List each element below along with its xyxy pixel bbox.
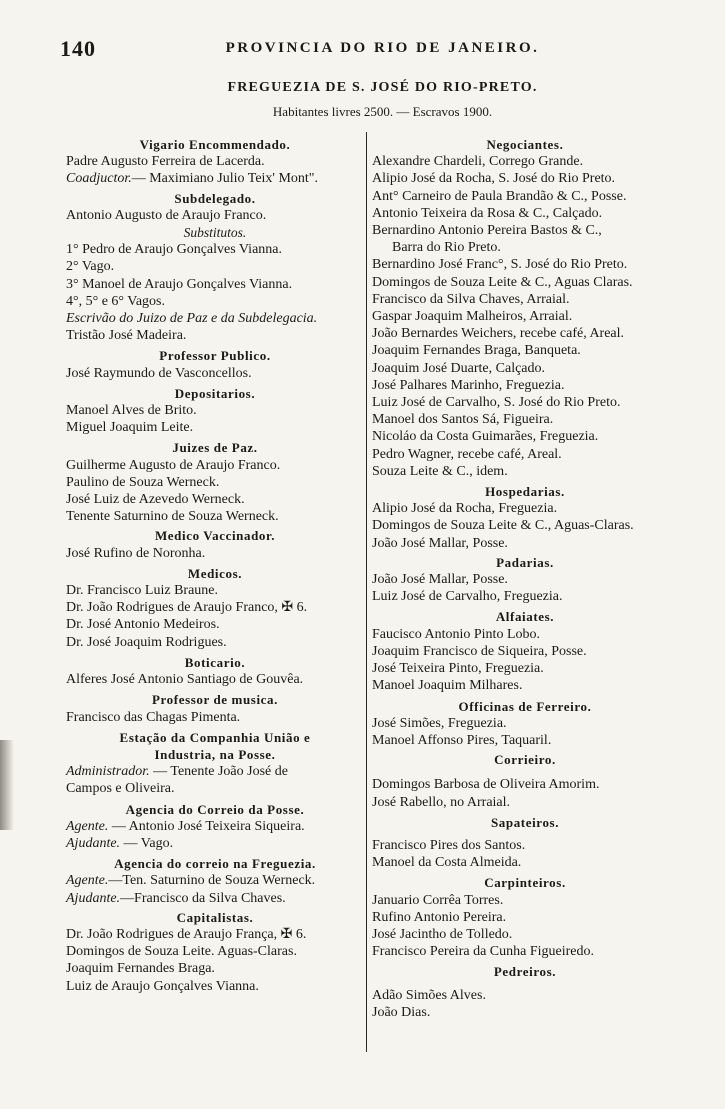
heading-depositarios: Depositarios. bbox=[174, 385, 256, 401]
heading-alfaiates: Alfaiates. bbox=[495, 609, 555, 625]
entry: José Luiz de Azevedo Werneck. bbox=[66, 492, 245, 508]
entry: José Raymundo de Vasconcellos. bbox=[66, 365, 252, 381]
entry: Ant° Carneiro de Paula Brandão & C., Posse. bbox=[372, 188, 627, 204]
heading-vigario: Vigario Encommendado. bbox=[139, 137, 291, 152]
heading-correio-posse: Agencia do Correio da Posse. bbox=[125, 801, 305, 817]
entry: José Rabello, no Arraial. bbox=[372, 794, 511, 810]
entry: Joaquim Francisco de Siqueira, Posse. bbox=[372, 643, 587, 659]
entry-label: Agente. bbox=[66, 873, 109, 889]
entry: Dr. José Antonio Medeiros. bbox=[66, 617, 220, 633]
heading-correeiro: Corrieiro. bbox=[494, 752, 556, 768]
entry: Manoel da Costa Almeida. bbox=[372, 855, 522, 871]
entry: Dr. José Joaquim Rodrigues. bbox=[66, 634, 227, 650]
entry: Francisco das Chagas Pimenta. bbox=[66, 709, 241, 725]
entry: Francisco da Silva Chaves, Arraial. bbox=[372, 291, 570, 307]
heading-padarias: Padarias. bbox=[496, 554, 554, 570]
entry: Alferes José Antonio Santiago de Gouvêa. bbox=[66, 672, 304, 688]
heading-ferreiro: Officinas de Ferreiro. bbox=[458, 698, 592, 714]
entry: Alipio José da Rocha, Freguezia. bbox=[372, 501, 558, 517]
entry bbox=[66, 872, 364, 889]
heading-musica: Professor de musica. bbox=[152, 692, 278, 708]
page-number: 140 bbox=[60, 36, 96, 61]
column-divider bbox=[366, 132, 367, 1052]
entry: Rufino Antonio Pereira. bbox=[372, 909, 507, 925]
entry bbox=[66, 835, 364, 852]
page-edge-shadow bbox=[0, 740, 14, 830]
entry-label: Coadjuctor. bbox=[66, 171, 132, 187]
entry: Alexandre Chardeli, Corrego Grande. bbox=[372, 154, 584, 170]
entry: Dr. João Rodrigues de Araujo Franco, ✠ 6. bbox=[66, 600, 308, 616]
entry: João Bernardes Weichers, recebe café, Areal. bbox=[372, 326, 625, 342]
entry-text: — Tenente João José de bbox=[153, 764, 288, 780]
entry: Nicoláo da Costa Guimarães, Freguezia. bbox=[372, 429, 599, 445]
section-title: FREGUEZIA DE S. JOSÉ DO RIO-PRETO. bbox=[227, 80, 538, 95]
entry: Antonio Teixeira da Rosa & C., Calçado. bbox=[372, 205, 603, 221]
entry: José Palhares Marinho, Freguezia. bbox=[372, 377, 565, 393]
entry-text: —Francisco da Silva Chaves. bbox=[120, 890, 286, 906]
entry-text: — Antonio José Teixeira Siqueira. bbox=[111, 818, 305, 834]
entry: Miguel Joaquim Leite. bbox=[66, 420, 194, 436]
heading-estacao-cont: Industria, na Posse. bbox=[154, 746, 276, 762]
entry-label: Agente. bbox=[66, 818, 109, 834]
entry: Dr. Francisco Luiz Braune. bbox=[66, 583, 219, 599]
heading-correio-freguezia: Agencia do correio na Freguezia. bbox=[114, 856, 316, 872]
entry-label: Ajudante. bbox=[66, 835, 121, 851]
heading-subdelegado: Subdelegado. bbox=[174, 190, 256, 206]
entry: Antonio Augusto de Araujo Franco. bbox=[66, 207, 267, 223]
heading-hospedarias: Hospedarias. bbox=[485, 484, 565, 500]
entry: Bernardino Antonio Pereira Bastos & C., bbox=[372, 223, 602, 239]
population-line: Habitantes livres 2500. — Escravos 1900. bbox=[272, 104, 493, 119]
entry: Bernardino José Franc°, S. José do Rio Preto. bbox=[372, 257, 628, 273]
entry: Domingos de Souza Leite. Aguas-Claras. bbox=[66, 944, 297, 960]
entry: Paulino de Souza Werneck. bbox=[66, 474, 220, 490]
entry: Januario Corrêa Torres. bbox=[372, 892, 504, 908]
entry: Luiz de Araujo Gonçalves Vianna. bbox=[66, 978, 259, 994]
entry bbox=[66, 890, 364, 907]
entry: 3° Manoel de Araujo Gonçalves Vianna. bbox=[66, 276, 293, 292]
running-title: PROVINCIA DO RIO DE JANEIRO. bbox=[225, 40, 540, 56]
entry: José Rufino de Noronha. bbox=[66, 545, 206, 561]
entry: Joaquim Fernandes Braga, Banqueta. bbox=[372, 343, 581, 359]
entry: Manoel Alves de Brito. bbox=[66, 403, 197, 419]
heading-capitalistas: Capitalistas. bbox=[176, 909, 254, 925]
heading-sapateiros: Sapateiros. bbox=[490, 814, 560, 830]
entry bbox=[66, 818, 364, 835]
heading-pedreiros: Pedreiros. bbox=[493, 964, 557, 980]
entry: Faucisco Antonio Pinto Lobo. bbox=[372, 626, 540, 642]
heading-professor: Professor Publico. bbox=[159, 348, 271, 364]
entry: 2° Vago. bbox=[66, 259, 115, 275]
entry: Campos e Oliveira. bbox=[66, 781, 175, 797]
subheading-escrivao: Escrivão do Juizo de Paz e da Subdelegacia. bbox=[66, 311, 318, 327]
entry: Francisco Pereira da Cunha Figueiredo. bbox=[372, 944, 594, 960]
entry: Francisco Pires dos Santos. bbox=[372, 837, 526, 853]
entry: Souza Leite & C., idem. bbox=[372, 463, 508, 479]
entry: Domingos Barbosa de Oliveira Amorim. bbox=[372, 777, 600, 793]
entry: Joaquim Fernandes Braga. bbox=[66, 961, 215, 977]
entry: João José Mallar, Posse. bbox=[372, 572, 508, 588]
entry: José Teixeira Pinto, Freguezia. bbox=[372, 661, 544, 677]
heading-carpinteiros: Carpinteiros. bbox=[484, 875, 566, 891]
entry-cont: Barra do Rio Preto. bbox=[392, 240, 501, 256]
entry: 1° Pedro de Araujo Gonçalves Vianna. bbox=[66, 242, 283, 258]
entry: José Jacintho de Tolledo. bbox=[372, 926, 513, 942]
subheading-substitutos: Substitutos. bbox=[183, 225, 247, 241]
entry: Tenente Saturnino de Souza Werneck. bbox=[66, 509, 279, 525]
heading-vaccinador: Medico Vaccinador. bbox=[154, 528, 276, 544]
heading-negociantes: Negociantes. bbox=[486, 137, 564, 152]
entry: Manoel Affonso Pires, Taquaril. bbox=[372, 732, 552, 748]
entry bbox=[66, 763, 364, 780]
entry: Manoel Joaquim Milhares. bbox=[372, 678, 523, 694]
entry-text: —Ten. Saturnino de Souza Werneck. bbox=[108, 873, 316, 889]
entry: Dr. João Rodrigues de Araujo França, ✠ 6. bbox=[66, 926, 307, 942]
entry: João Dias. bbox=[372, 1004, 431, 1020]
entry: João José Mallar, Posse. bbox=[372, 535, 508, 551]
entry-text: — Vago. bbox=[123, 835, 174, 851]
heading-medicos: Medicos. bbox=[187, 565, 243, 581]
left-column bbox=[66, 134, 364, 995]
entry: Adão Simões Alves. bbox=[372, 987, 486, 1003]
entry: Manoel dos Santos Sá, Figueira. bbox=[372, 412, 554, 428]
heading-juizes: Juizes de Paz. bbox=[172, 440, 258, 456]
entry bbox=[66, 170, 364, 187]
entry: Padre Augusto Ferreira de Lacerda. bbox=[66, 154, 265, 170]
entry-label: Ajudante. bbox=[66, 890, 121, 906]
entry: Pedro Wagner, recebe café, Areal. bbox=[372, 446, 562, 462]
entry: Guilherme Augusto de Araujo Franco. bbox=[66, 457, 281, 473]
entry: Domingos de Souza Leite & C., Aguas Claras. bbox=[372, 274, 633, 290]
entry: Tristão José Madeira. bbox=[66, 328, 187, 344]
entry: Luiz José de Carvalho, S. José do Rio Preto. bbox=[372, 395, 621, 411]
entry: Domingos de Souza Leite & C., Aguas-Claras. bbox=[372, 518, 634, 534]
heading-estacao: Estação da Companhia União e bbox=[119, 729, 311, 745]
entry: Joaquim José Duarte, Calçado. bbox=[372, 360, 546, 376]
entry: Gaspar Joaquim Malheiros, Arraial. bbox=[372, 309, 573, 325]
entry-label: Administrador. bbox=[66, 764, 150, 780]
entry: Luiz José de Carvalho, Freguezia. bbox=[372, 589, 563, 605]
entry: Alipio José da Rocha, S. José do Rio Preto. bbox=[372, 171, 616, 187]
entry: José Simões, Freguezia. bbox=[372, 715, 507, 731]
entry: 4°, 5° e 6° Vagos. bbox=[66, 293, 165, 309]
right-column bbox=[372, 134, 678, 1021]
heading-boticario: Boticario. bbox=[184, 654, 246, 670]
entry-text: — Maximiano Julio Teix' Mont". bbox=[131, 171, 319, 187]
